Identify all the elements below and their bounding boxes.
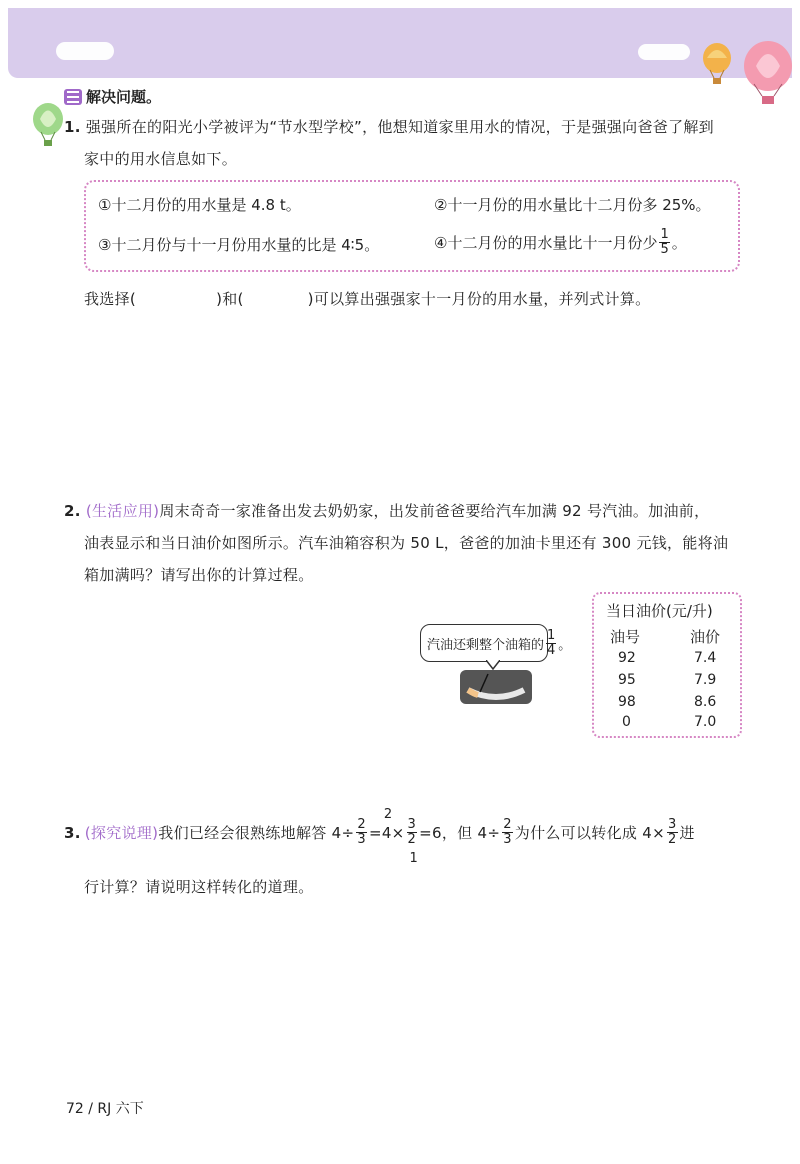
fraction <box>502 818 513 847</box>
fraction <box>659 228 669 257</box>
q3-text-1: 我们已经会很熟练地解答 4÷ <box>158 823 355 842</box>
bubble-tail <box>486 660 500 670</box>
section-title <box>64 86 161 107</box>
price-header-price: 油价 <box>690 628 721 646</box>
q3-number: 3. <box>64 823 81 842</box>
q2-line3: 箱加满吗？请写出你的计算过程。 <box>84 566 314 584</box>
q1-text: 强强所在的阳光小学被评为“节水型学校”，他想知道家里用水的情况，于是强强向爸爸了解到 <box>85 118 714 136</box>
q2-text: 周末奇奇一家准备出发去奶奶家，出发前爸爸要给汽车加满 92 号汽油。加油前， <box>159 502 710 520</box>
q3-text-5: 为什么可以转化成 4× <box>514 823 665 842</box>
fraction <box>407 818 418 847</box>
q3-tag: (探究说理) <box>84 823 159 842</box>
q3-line2: 行计算？请说明这样转化的道理。 <box>84 878 314 896</box>
fraction-denominator: 2 <box>407 832 417 847</box>
q3-text-2: = <box>368 823 382 842</box>
bubble-text: 汽油还剩整个油箱的 <box>427 637 545 653</box>
fraction-denominator: 2 <box>667 832 677 847</box>
price-row-price: 8.6 <box>694 694 717 710</box>
q1-line1 <box>64 112 714 142</box>
choose-prefix: 我选择( <box>84 290 137 308</box>
fraction-numerator: 3 <box>407 817 417 832</box>
page-footer: 72 / RJ 六下 <box>66 1101 144 1117</box>
q1-line2: 家中的用水信息如下。 <box>84 150 238 168</box>
info-item-4-text: ④十二月份的用水量比十一月份少 <box>434 234 658 252</box>
q2-line2: 油表显示和当日油价如图所示。汽车油箱容积为 50 L，爸爸的加油卡里还有 300 元钱，能将油 <box>84 534 729 552</box>
price-row-price: 7.4 <box>694 650 717 666</box>
fraction-denominator: 5 <box>660 242 669 257</box>
cloud-decoration <box>638 44 690 60</box>
fuel-gauge-dial <box>460 670 532 704</box>
q2-line1 <box>64 496 709 526</box>
cancel-result-2: 2 <box>383 806 393 822</box>
list-icon <box>64 89 82 105</box>
fraction-numerator: 1 <box>660 227 669 242</box>
fraction-denominator: 4 <box>547 642 556 658</box>
fraction-denominator: 3 <box>357 832 366 847</box>
fraction-denominator: 3 <box>503 832 512 847</box>
price-row-price: 7.0 <box>694 714 717 730</box>
info-item-4-end: 。 <box>671 234 687 252</box>
q3-cancel-group <box>381 806 405 844</box>
q1-number: 1. <box>64 118 81 136</box>
price-row-grade: 0 <box>622 714 631 730</box>
balloon-icon <box>30 102 66 148</box>
price-row-price: 7.9 <box>694 672 717 688</box>
header-band <box>8 8 792 78</box>
q1-choose-line <box>84 284 650 314</box>
q3-text-6: 进 <box>679 823 695 842</box>
info-item-4 <box>434 228 687 257</box>
price-row-grade: 95 <box>618 672 636 688</box>
balloon-icon <box>742 40 794 108</box>
info-item-3: ③十二月份与十一月份用水量的比是 4∶5。 <box>98 236 380 254</box>
fuel-gauge <box>460 670 532 704</box>
cloud-decoration <box>56 42 114 60</box>
section-title-text: 解决问题。 <box>86 88 162 106</box>
info-item-2: ②十一月份的用水量比十二月份多 25%。 <box>434 196 711 214</box>
bubble-end: 。 <box>558 637 572 653</box>
choose-suffix: )可以算出强强家十一月份的用水量，并列式计算。 <box>307 290 651 308</box>
price-table-title: 当日油价(元/升) <box>606 602 713 620</box>
cancel-result-1: 1 <box>409 851 419 866</box>
q3-text-4: =6，但 4÷ <box>419 823 501 842</box>
price-row-grade: 92 <box>618 650 636 666</box>
price-header-grade: 油号 <box>610 628 641 646</box>
info-item-1: ①十二月份的用水量是 4.8 t。 <box>98 196 301 214</box>
fraction-numerator: 3 <box>667 817 677 832</box>
fraction-numerator: 1 <box>547 627 556 643</box>
q2-number: 2. <box>64 502 81 520</box>
price-row-grade: 98 <box>618 694 636 710</box>
fraction <box>667 818 678 847</box>
balloon-icon <box>700 42 734 86</box>
fraction <box>546 629 556 658</box>
q3-cancel-group <box>405 817 420 866</box>
choose-middle: )和( <box>216 290 244 308</box>
q2-tag: (生活应用) <box>85 502 160 520</box>
fraction <box>356 818 367 847</box>
fraction-numerator: 2 <box>503 817 512 832</box>
fraction-numerator: 2 <box>357 817 366 832</box>
q3-text-3: 4× <box>381 823 405 842</box>
speech-bubble <box>420 624 572 662</box>
q3-line1 <box>64 806 695 866</box>
